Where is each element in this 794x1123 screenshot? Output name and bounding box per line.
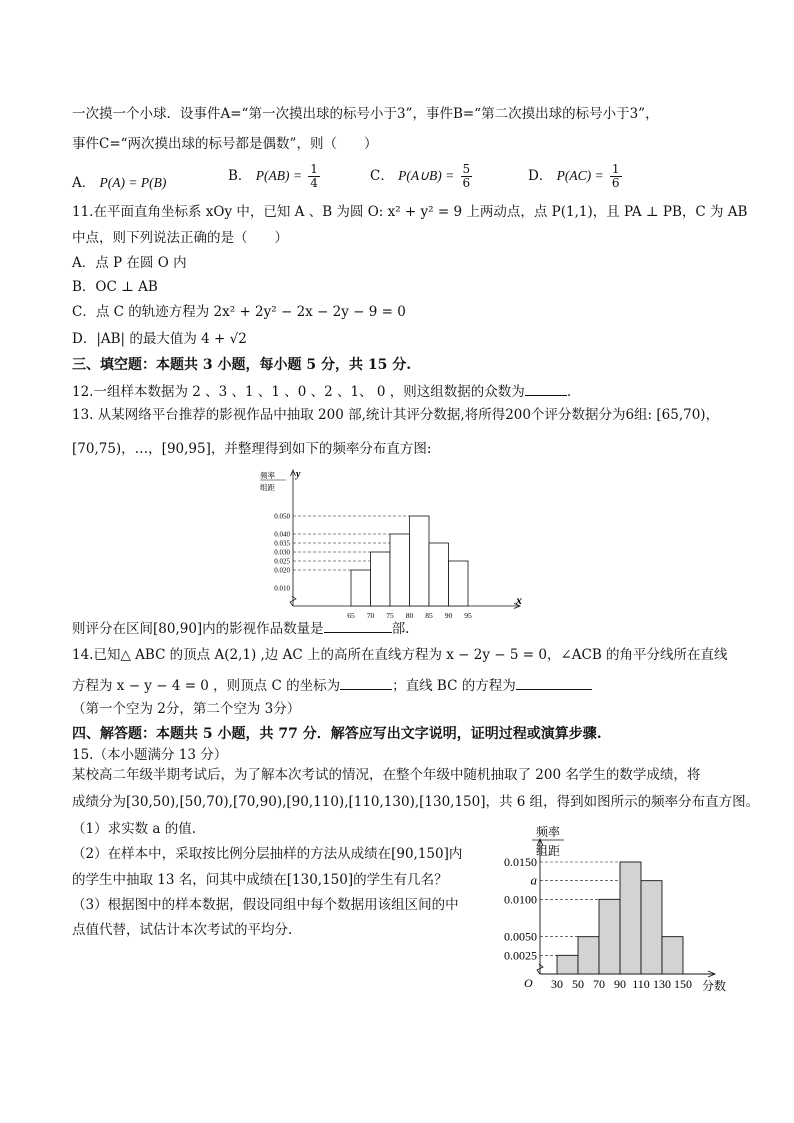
- histogram-bar: [410, 516, 430, 606]
- y-label-top: 频率: [260, 471, 275, 480]
- q15-stem-line2: 成绩分为[30,50),[50,70),[70,90),[90,110),[110,130),[130,150]，共 6 组，得到如图所示的频率分布直方图。: [72, 794, 760, 810]
- histogram-bar: [662, 937, 683, 974]
- q11-stem-line2: 中点，则下列说法正确的是（ ）: [72, 230, 288, 246]
- option-expr: P(AC) =: [556, 168, 604, 183]
- q15-part2-line1: （2）在样本中，采取按比例分层抽样的方法从成绩在[90,150]内: [72, 846, 463, 862]
- y-label-top: 频率: [535, 825, 561, 839]
- x-tick-label: 80: [405, 611, 414, 620]
- q15-part2-line2: 的学生中抽取 13 名，问其中成绩在[130,150]的学生有几名？: [72, 872, 448, 888]
- q11-option-a: A．点 P 在圆 O 内: [72, 255, 187, 271]
- x-tick-label: 75: [386, 611, 394, 620]
- histogram-bar: [641, 881, 662, 974]
- q10-option-d: [528, 163, 624, 190]
- q14-stem-line1: 14.已知△ ABC 的顶点 A(2,1) ,边 AC 上的高所在直线方程为 x − 2y − 5 = 0，∠ACB 的角平分线所在直线: [72, 647, 728, 663]
- q10-option-b: [228, 163, 322, 190]
- q11-option-c: C．点 C 的轨迹方程为 2x² + 2y² − 2x − 2y − 9 = 0: [72, 304, 406, 320]
- fraction: $\frac{5}{6}$: [462, 162, 471, 190]
- y-tick-label: 0.035: [274, 539, 290, 548]
- option-expr: P(AB) =: [255, 168, 302, 183]
- q10-stem-line1: 一次摸一个小球．设事件A=“第一次摸出球的标号小于3”，事件B=“第二次摸出球的标号小于3”，: [72, 106, 659, 122]
- x-axis-name: x: [516, 593, 522, 607]
- q15-part1: （1）求实数 a 的值.: [72, 821, 197, 837]
- histogram-bar: [557, 955, 578, 974]
- y-tick-label: 0.010: [274, 584, 290, 593]
- option-expr: P(A∪B) =: [398, 168, 455, 183]
- y-label-bottom: 组距: [535, 844, 561, 858]
- y-tick-label: 0.0100: [504, 892, 537, 907]
- q15-part3-line2: 点值代替，试估计本次考试的平均分.: [72, 922, 293, 938]
- q12-stem: 12.一组样本数据为 2 、3 、1 、1 、0 、2 、1、 0 ，则这组数据的众数为 .: [72, 384, 572, 400]
- option-label: B．: [228, 168, 252, 184]
- answer-blank: [525, 395, 567, 396]
- x-tick-label: 30: [551, 977, 563, 991]
- q10-option-a: [72, 171, 166, 191]
- q13-stem-line3: 则评分在区间[80,90]内的影视作品数量是 部.: [72, 621, 410, 637]
- answer-blank: [340, 689, 392, 690]
- option-expr: P(A) = P(B): [99, 175, 167, 190]
- q15-header: 15.（本小题满分 13 分）: [72, 747, 228, 763]
- q10-stem-line2: 事件C=“两次摸出球的标号都是偶数”，则（ ）: [72, 136, 378, 152]
- y-label-bottom: 组距: [260, 483, 275, 492]
- answer-blank: [324, 632, 392, 633]
- x-tick-label: 85: [425, 611, 433, 620]
- q15-part3-line1: （3）根据图中的样本数据，假设同组中每个数据用该组区间的中: [72, 897, 459, 913]
- x-tick-label: 150: [674, 977, 692, 991]
- x-tick-label: 65: [347, 611, 355, 620]
- x-tick-label: 130: [653, 977, 671, 991]
- histogram-bar: [371, 552, 391, 606]
- y-tick-label: 0.0050: [504, 929, 537, 944]
- q11-stem-line1: 11.在平面直角坐标系 xOy 中，已知 A 、B 为圆 O: x² + y² = 9 上两动点，点 P(1,1)，且 PA ⊥ PB，C 为 AB: [72, 204, 748, 220]
- x-tick-label: 90: [444, 611, 453, 620]
- histogram-bar: [390, 534, 410, 606]
- option-label: A．: [72, 175, 96, 191]
- q11-option-b: B．OC ⊥ AB: [72, 279, 158, 295]
- y-tick-label: 0.0150: [504, 855, 537, 869]
- y-tick-label: 0.050: [274, 512, 290, 521]
- histogram-bar: [429, 543, 449, 606]
- x-tick-label: 110: [632, 977, 650, 991]
- fraction: $\frac{1}{4}$: [310, 162, 318, 190]
- histogram-bar: [449, 561, 469, 606]
- x-tick-label: 70: [366, 611, 375, 620]
- q10-option-c: [370, 163, 474, 190]
- y-tick-label: 0.025: [274, 557, 290, 566]
- q14-note: （第一个空为 2分，第二个空为 3分）: [72, 701, 301, 717]
- x-tick-label: 70: [593, 977, 605, 991]
- histogram-bar: [351, 570, 371, 606]
- y-tick-label: 0.0025: [504, 948, 537, 963]
- q13-stem-line2: [70,75)，…，[90,95]，并整理得到如下的频率分布直方图:: [72, 441, 432, 457]
- section-3-heading: 三、填空题：本题共 3 小题，每小题 5 分，共 15 分.: [72, 357, 412, 373]
- histogram-bar: [599, 899, 620, 974]
- x-tick-label: 95: [464, 611, 472, 620]
- histogram-bar: [578, 937, 599, 974]
- histogram-bar: [620, 862, 641, 974]
- y-tick-label: 0.030: [274, 548, 290, 557]
- q14-stem-line2: 方程为 x − y − 4 = 0 ，则顶点 C 的坐标为 ；直线 BC 的方程为: [72, 677, 592, 695]
- x-axis-label: 分数: [702, 979, 727, 993]
- y-tick-label: a: [530, 872, 537, 888]
- y-tick-label: 0.020: [274, 566, 290, 575]
- origin-label: O: [524, 976, 533, 990]
- option-label: D．: [528, 168, 553, 184]
- section-4-heading: 四、解答题：本题共 5 小题，共 77 分．解答应写出文字说明，证明过程或演算步骤.: [72, 726, 602, 742]
- q15-frequency-histogram: [490, 822, 740, 998]
- answer-blank: [516, 689, 592, 690]
- y-axis-name: y: [296, 469, 301, 480]
- q15-stem-line1: 某校高二年级半期考试后，为了解本次考试的情况，在整个年级中随机抽取了 200 名学生的数学成绩，将: [72, 767, 701, 783]
- q13-stem-line1: 13. 从某网络平台推荐的影视作品中抽取 200 部,统计其评分数据,将所得200个评分数据分为6组: [65,70)，: [72, 407, 720, 423]
- y-tick-label: 0.040: [274, 530, 290, 539]
- q11-option-d: D．|AB| 的最大值为 4 + √2: [72, 331, 247, 347]
- x-tick-label: 90: [614, 977, 626, 991]
- option-label: C．: [370, 168, 394, 184]
- x-tick-label: 50: [572, 977, 584, 991]
- fraction: $\frac{1}{6}$: [611, 162, 620, 190]
- q13-frequency-histogram: [258, 468, 533, 620]
